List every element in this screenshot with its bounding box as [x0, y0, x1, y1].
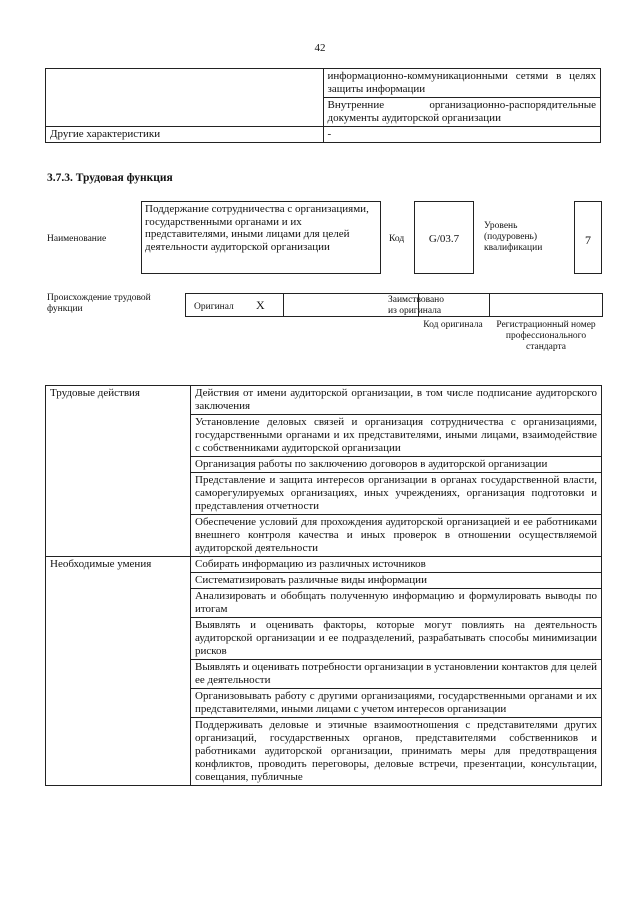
registration-number-cell: [489, 293, 603, 317]
row-label: [46, 69, 324, 127]
table-cell: -: [323, 127, 601, 143]
table-cell: Систематизировать различные виды информации: [191, 573, 602, 589]
qualification-level: 7: [574, 201, 602, 274]
row-label: Другие характеристики: [46, 127, 324, 143]
function-code: G/03.7: [414, 201, 474, 274]
table-cell: Представление и защита интересов организации в органах государственной власти, саморегулируемых организациях, иных учреждениях, организация подготовки и представления отчетности: [191, 473, 602, 515]
level-label: Уровень (подуровень) квалификации: [484, 221, 543, 253]
original-code-caption: Код оригинала: [423, 320, 483, 330]
table-cell: информационно-коммуникационными сетями в целях защиты информации: [323, 69, 601, 98]
table-cell: Обеспечение условий для прохождения аудиторской организацией и ее работниками внешнего контроля качества и иных проверок в отношении осуществляемой аудиторской деятельности: [191, 515, 602, 557]
function-name: Поддержание сотрудничества с организациями, государственными органами и их представителями, иными лицами для целей деятельности аудиторской организации: [141, 201, 381, 274]
original-cell: [185, 293, 284, 317]
table-row: [46, 69, 601, 98]
table-cell: Организация работы по заключению договоров в аудиторской организации: [191, 457, 602, 473]
table-cell: Действия от имени аудиторской организации, в том числе подписание аудиторского заключения: [191, 386, 602, 415]
section-label: Трудовые действия: [46, 386, 191, 557]
origin-row: [185, 293, 603, 317]
table-row: [46, 386, 602, 415]
table-cell: Анализировать и обобщать полученную информацию и формулировать выводы по итогам: [191, 589, 602, 618]
top-table: [45, 68, 601, 143]
table-cell: Выявлять и оценивать потребности организации в установлении контактов для целей ее деятельности: [191, 660, 602, 689]
original-mark: X: [256, 298, 265, 312]
main-table: [45, 385, 602, 786]
page-number: 42: [314, 42, 326, 54]
name-label: Наименование: [47, 234, 107, 244]
code-label: Код: [389, 234, 405, 244]
table-row: [46, 127, 601, 143]
section-title: 3.7.3. Трудовая функция: [47, 172, 173, 184]
borrowed-label: Заимствовано из оригинала: [388, 295, 445, 316]
section-label: Необходимые умения: [46, 557, 191, 786]
registration-number-caption: Регистрационный номер профессионального стандарта: [496, 320, 596, 352]
table-cell: Поддерживать деловые и этичные взаимоотношения с представителями других организаций, государственных органов, представителями собственников и работниками аудиторской организации, принимать меры для предотвращения конфликтов, проводить переговоры, деловые встречи, презентации, консультации, совещания, публичные: [191, 718, 602, 786]
table-row: [46, 557, 602, 573]
origin-label: Происхождение трудовой функции: [47, 293, 151, 314]
table-cell: Внутренние организационно-распорядительные документы аудиторской организации: [323, 98, 601, 127]
table-cell: Организовывать работу с другими организациями, государственными органами и их представителями, иными лицами с учетом интересов организации: [191, 689, 602, 718]
original-label: Оригинал: [194, 302, 234, 312]
table-cell: Собирать информацию из различных источников: [191, 557, 602, 573]
original-code-cell: [418, 293, 490, 317]
table-cell: Выявлять и оценивать факторы, которые могут повлиять на деятельность аудиторской организации и ее подразделений, разрабатывать способы минимизации рисков: [191, 618, 602, 660]
borrowed-cell: [283, 293, 445, 317]
table-cell: Установление деловых связей и организация сотрудничества с организациями, государственными органами и их представителями, иными лицами, взаимодействие с собственниками аудиторской организации: [191, 415, 602, 457]
